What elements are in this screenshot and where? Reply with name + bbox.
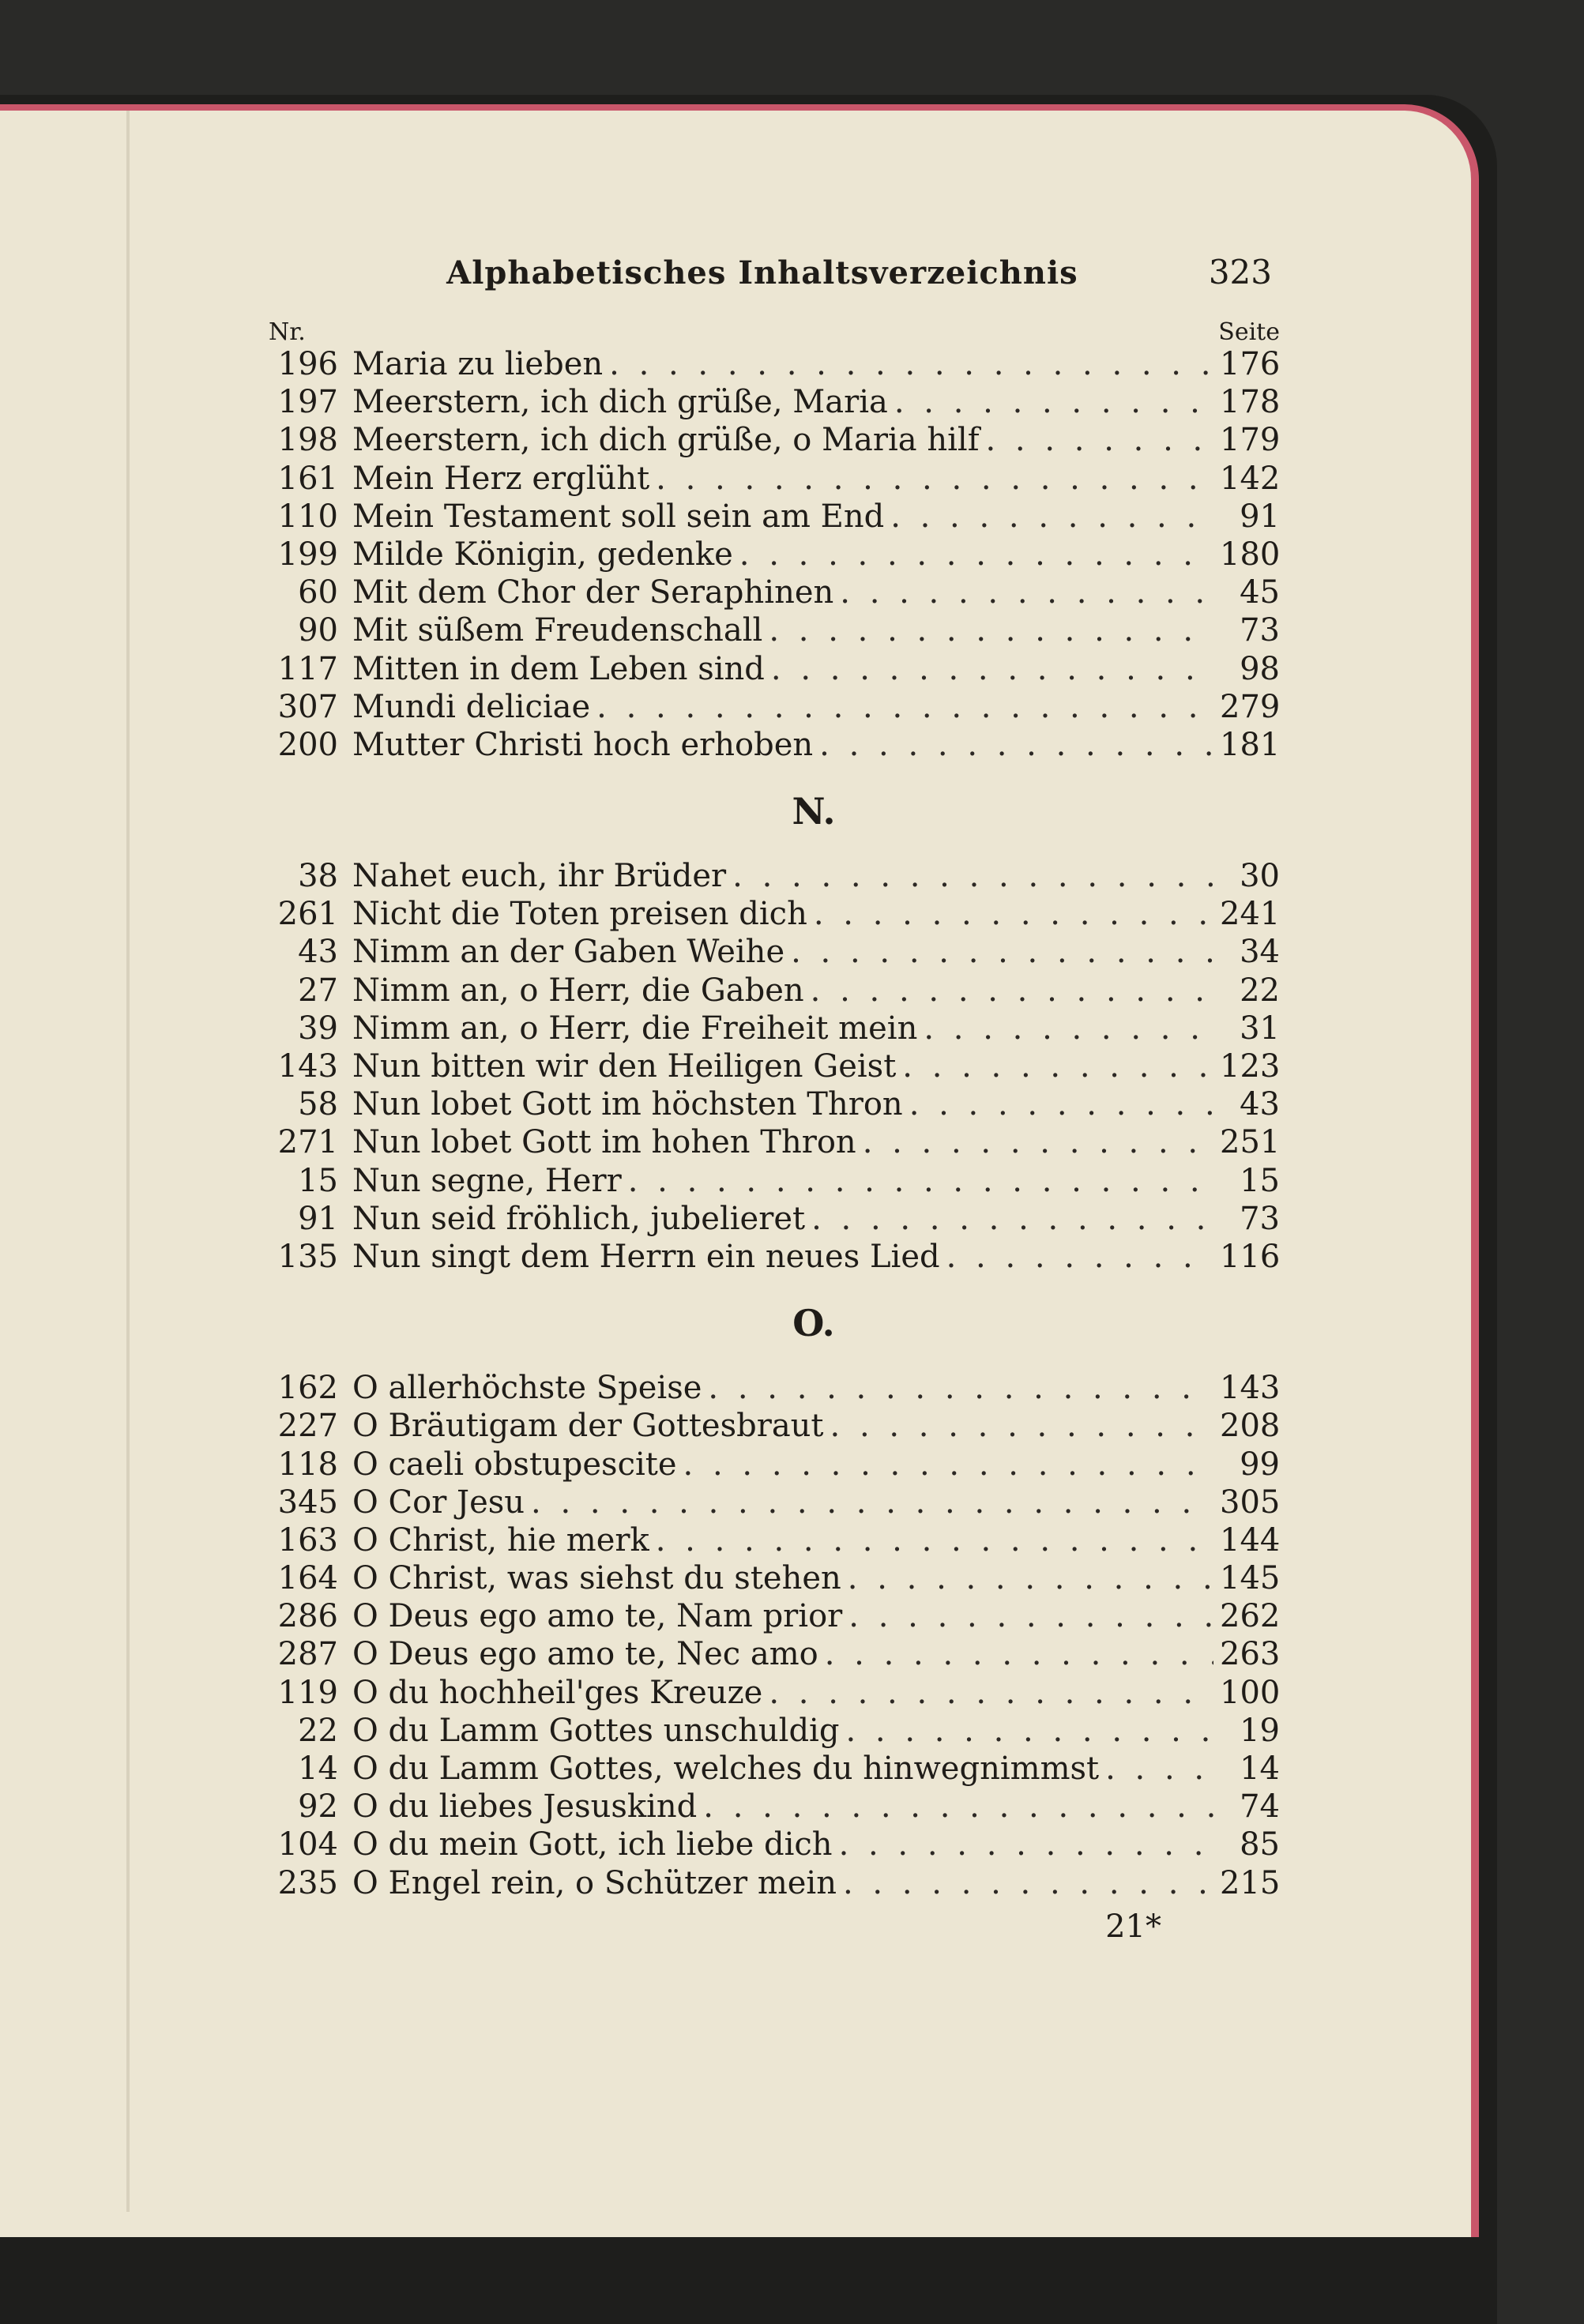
dot-leader — [769, 612, 1213, 649]
index-entry — [269, 1408, 1280, 1446]
entry-title: O Bräutigam der Gottesbraut — [352, 1408, 824, 1445]
entry-page: 263 — [1220, 1636, 1281, 1673]
entry-number: 161 — [277, 460, 338, 497]
entry-number: 117 — [277, 650, 338, 687]
entry-number: 92 — [298, 1788, 338, 1826]
dot-leader — [986, 422, 1214, 458]
entry-number: 199 — [277, 536, 338, 573]
entry-title: O du hochheil'ges Kreuze — [352, 1674, 763, 1711]
entry-title: Meerstern, ich dich grüße, Maria — [352, 384, 888, 421]
dot-leader — [739, 536, 1213, 573]
entry-page: 241 — [1220, 896, 1281, 933]
index-entry — [269, 858, 1280, 896]
entry-number: 198 — [277, 422, 338, 459]
entry-page: 180 — [1220, 536, 1281, 573]
entry-number: 235 — [277, 1864, 338, 1901]
entry-number: 197 — [277, 384, 338, 421]
dot-leader — [845, 1713, 1213, 1749]
entry-title: Maria zu lieben — [352, 346, 604, 382]
entry-page: 31 — [1240, 1010, 1280, 1047]
index-entry — [269, 612, 1280, 650]
entry-page: 176 — [1220, 346, 1281, 382]
entry-number: 27 — [298, 972, 338, 1009]
entry-number: 162 — [277, 1370, 338, 1407]
dot-leader — [848, 1560, 1213, 1596]
page-gutter — [126, 111, 130, 2212]
index-entry — [269, 1865, 1280, 1903]
entry-page: 85 — [1240, 1826, 1280, 1863]
entry-title: Mein Testament soll sein am End — [352, 498, 885, 535]
entry-number: 118 — [277, 1446, 338, 1483]
dot-leader — [924, 1010, 1213, 1047]
entry-number: 104 — [277, 1826, 338, 1863]
dot-leader — [840, 574, 1213, 611]
entry-number: 119 — [277, 1674, 338, 1711]
entry-title: Nun singt dem Herrn ein neues Lied — [352, 1238, 940, 1275]
entry-title: Mit süßem Freudenschall — [352, 612, 763, 649]
entry-title: Nimm an, o Herr, die Freiheit mein — [352, 1010, 918, 1047]
index-entry — [269, 1239, 1280, 1277]
page-number: 323 — [1208, 253, 1272, 291]
entry-page: 14 — [1240, 1751, 1280, 1787]
entry-number: 110 — [277, 498, 338, 535]
index-entry — [269, 1788, 1280, 1826]
entry-title: O Cor Jesu — [352, 1484, 525, 1521]
index-entry — [269, 1086, 1280, 1124]
entry-title: Nun segne, Herr — [352, 1162, 622, 1199]
entry-title: Nahet euch, ihr Brüder — [352, 858, 727, 895]
entry-number: 163 — [277, 1521, 338, 1559]
index-entry — [269, 1048, 1280, 1086]
entry-page: 179 — [1220, 422, 1281, 459]
entry-number: 287 — [277, 1636, 338, 1673]
entry-page: 98 — [1240, 650, 1280, 687]
entry-title: O Deus ego amo te, Nec amo — [352, 1636, 818, 1673]
entry-number: 135 — [277, 1238, 338, 1275]
index-entry — [269, 972, 1280, 1010]
index-content — [269, 253, 1280, 1950]
index-entry — [269, 1124, 1280, 1162]
dot-leader — [863, 1124, 1213, 1160]
entry-title: Nimm an der Gaben Weihe — [352, 934, 785, 971]
dot-leader — [708, 1370, 1213, 1406]
dot-leader — [683, 1446, 1213, 1483]
index-entry — [269, 346, 1280, 384]
entry-title: O caeli obstupescite — [352, 1446, 677, 1483]
running-header — [269, 253, 1280, 308]
index-entry — [269, 1636, 1280, 1674]
entry-number: 39 — [298, 1010, 338, 1047]
entry-number: 307 — [277, 688, 338, 725]
column-headers — [269, 308, 1280, 346]
index-entry — [269, 1675, 1280, 1713]
dot-leader — [946, 1239, 1213, 1275]
entry-number: 14 — [298, 1751, 338, 1787]
entry-title: Mundi deliciae — [352, 688, 591, 725]
index-entry — [269, 384, 1280, 422]
index-entry — [269, 1598, 1280, 1636]
index-entry — [269, 934, 1280, 972]
index-entry — [269, 422, 1280, 460]
dot-leader — [843, 1865, 1213, 1901]
index-entry — [269, 1826, 1280, 1864]
entry-title: Meerstern, ich dich grüße, o Maria hilf — [352, 422, 980, 459]
entry-page: 279 — [1220, 688, 1281, 725]
entry-title: Nimm an, o Herr, die Gaben — [352, 972, 804, 1009]
entry-title: Nun lobet Gott im höchsten Thron — [352, 1086, 903, 1123]
entry-number: 261 — [277, 896, 338, 933]
column-header-seite: Seite — [1218, 318, 1280, 346]
entry-title: O du liebes Jesuskind — [352, 1788, 698, 1826]
dot-leader — [596, 689, 1213, 725]
entry-page: 181 — [1220, 726, 1281, 763]
entry-page: 262 — [1220, 1598, 1281, 1635]
dot-leader — [791, 934, 1213, 970]
index-entry — [269, 536, 1280, 574]
index-entry — [269, 461, 1280, 498]
entry-number: 90 — [298, 612, 338, 649]
entry-number: 15 — [298, 1162, 338, 1199]
page-title: Alphabetisches Inhaltsverzeichnis — [446, 254, 1078, 291]
entry-number: 196 — [277, 346, 338, 382]
entry-page: 143 — [1220, 1370, 1281, 1407]
dot-leader — [771, 651, 1213, 687]
index-entry — [269, 651, 1280, 689]
entry-number: 143 — [277, 1048, 338, 1085]
entry-number: 345 — [277, 1484, 338, 1521]
entry-page: 74 — [1240, 1788, 1280, 1826]
entry-number: 58 — [298, 1086, 338, 1123]
entry-title: Mit dem Chor der Seraphinen — [352, 574, 834, 611]
index-entry — [269, 727, 1280, 765]
dot-leader — [814, 896, 1213, 932]
entry-page: 123 — [1220, 1048, 1281, 1085]
dot-leader — [656, 1522, 1213, 1559]
index-entry — [269, 1560, 1280, 1598]
dot-leader — [819, 727, 1213, 763]
signature-mark: 21* — [1105, 1908, 1161, 1945]
entry-title: O Christ, was siehst du stehen — [352, 1560, 841, 1597]
dot-leader — [825, 1636, 1213, 1672]
entry-title: O allerhöchste Speise — [352, 1370, 702, 1407]
dot-leader — [656, 461, 1213, 497]
entry-page: 34 — [1240, 934, 1280, 971]
entry-page: 116 — [1220, 1238, 1281, 1275]
dot-leader — [848, 1598, 1213, 1634]
entry-title: O du Lamm Gottes, welches du hinwegnimmst — [352, 1751, 1100, 1787]
entry-page: 100 — [1220, 1674, 1281, 1711]
entry-title: Mein Herz erglüht — [352, 460, 650, 497]
entry-page: 45 — [1240, 574, 1280, 611]
index-entry — [269, 1713, 1280, 1751]
entry-number: 164 — [277, 1560, 338, 1597]
entry-number: 227 — [277, 1408, 338, 1445]
dot-leader — [909, 1086, 1213, 1123]
dot-leader — [839, 1826, 1213, 1863]
entry-page: 305 — [1220, 1484, 1281, 1521]
entry-title: Nun seid fröhlich, jubelieret — [352, 1200, 806, 1237]
index-entry — [269, 574, 1280, 612]
entry-page: 19 — [1240, 1712, 1280, 1749]
entry-page: 73 — [1240, 612, 1280, 649]
entry-number: 271 — [277, 1124, 338, 1161]
entry-page: 30 — [1240, 858, 1280, 895]
dot-leader — [609, 346, 1213, 382]
index-entry — [269, 1446, 1280, 1484]
entry-page: 22 — [1240, 972, 1280, 1009]
entry-number: 43 — [298, 934, 338, 971]
entry-page: 251 — [1220, 1124, 1281, 1161]
entry-title: O Engel rein, o Schützer mein — [352, 1864, 837, 1901]
section-heading: O. — [792, 1302, 835, 1345]
index-entry — [269, 1201, 1280, 1239]
dot-leader — [894, 384, 1213, 420]
index-entry — [269, 1370, 1280, 1408]
index-entry — [269, 1010, 1280, 1048]
entry-page: 215 — [1220, 1864, 1281, 1901]
dot-leader — [628, 1163, 1213, 1199]
entry-title: O Deus ego amo te, Nam prior — [352, 1598, 843, 1635]
entry-page: 208 — [1220, 1408, 1281, 1445]
dot-leader — [1105, 1751, 1213, 1787]
dot-leader — [531, 1484, 1213, 1521]
entry-page: 178 — [1220, 384, 1281, 421]
entry-page: 73 — [1240, 1200, 1280, 1237]
entry-page: 99 — [1240, 1446, 1280, 1483]
entry-title: O du Lamm Gottes unschuldig — [352, 1712, 840, 1749]
index-entry — [269, 1163, 1280, 1201]
dot-leader — [811, 972, 1213, 1009]
column-header-nr: Nr. — [269, 318, 306, 346]
entry-page: 144 — [1220, 1521, 1281, 1559]
entry-title: O Christ, hie merk — [352, 1521, 649, 1559]
entry-title: Mutter Christi hoch erhoben — [352, 726, 814, 763]
index-entry — [269, 1751, 1280, 1788]
index-sections — [269, 346, 1280, 1903]
entry-page: 145 — [1220, 1560, 1281, 1597]
entry-number: 38 — [298, 858, 338, 895]
entry-number: 22 — [298, 1712, 338, 1749]
entry-page: 43 — [1240, 1086, 1280, 1123]
entry-number: 60 — [298, 574, 338, 611]
dot-leader — [732, 858, 1213, 894]
index-entry — [269, 689, 1280, 727]
dot-leader — [830, 1408, 1213, 1444]
entry-title: Nun lobet Gott im hohen Thron — [352, 1124, 856, 1161]
entry-title: O du mein Gott, ich liebe dich — [352, 1826, 833, 1863]
entry-number: 286 — [277, 1598, 338, 1635]
index-entry — [269, 896, 1280, 934]
dot-leader — [890, 498, 1213, 535]
entry-page: 142 — [1220, 460, 1281, 497]
entry-number: 91 — [298, 1200, 338, 1237]
index-entry — [269, 498, 1280, 536]
section-heading: N. — [792, 790, 836, 833]
index-entry — [269, 1522, 1280, 1560]
entry-title: Nun bitten wir den Heiligen Geist — [352, 1048, 897, 1085]
entry-title: Mitten in dem Leben sind — [352, 650, 765, 687]
dot-leader — [769, 1675, 1213, 1711]
dot-leader — [902, 1048, 1213, 1085]
entry-title: Nicht die Toten preisen dich — [352, 896, 807, 933]
entry-title: Milde Königin, gedenke — [352, 536, 733, 573]
dot-leader — [703, 1788, 1213, 1825]
index-entry — [269, 1484, 1280, 1522]
entry-page: 91 — [1240, 498, 1280, 535]
entry-page: 15 — [1240, 1162, 1280, 1199]
dot-leader — [811, 1201, 1213, 1237]
entry-number: 200 — [277, 726, 338, 763]
